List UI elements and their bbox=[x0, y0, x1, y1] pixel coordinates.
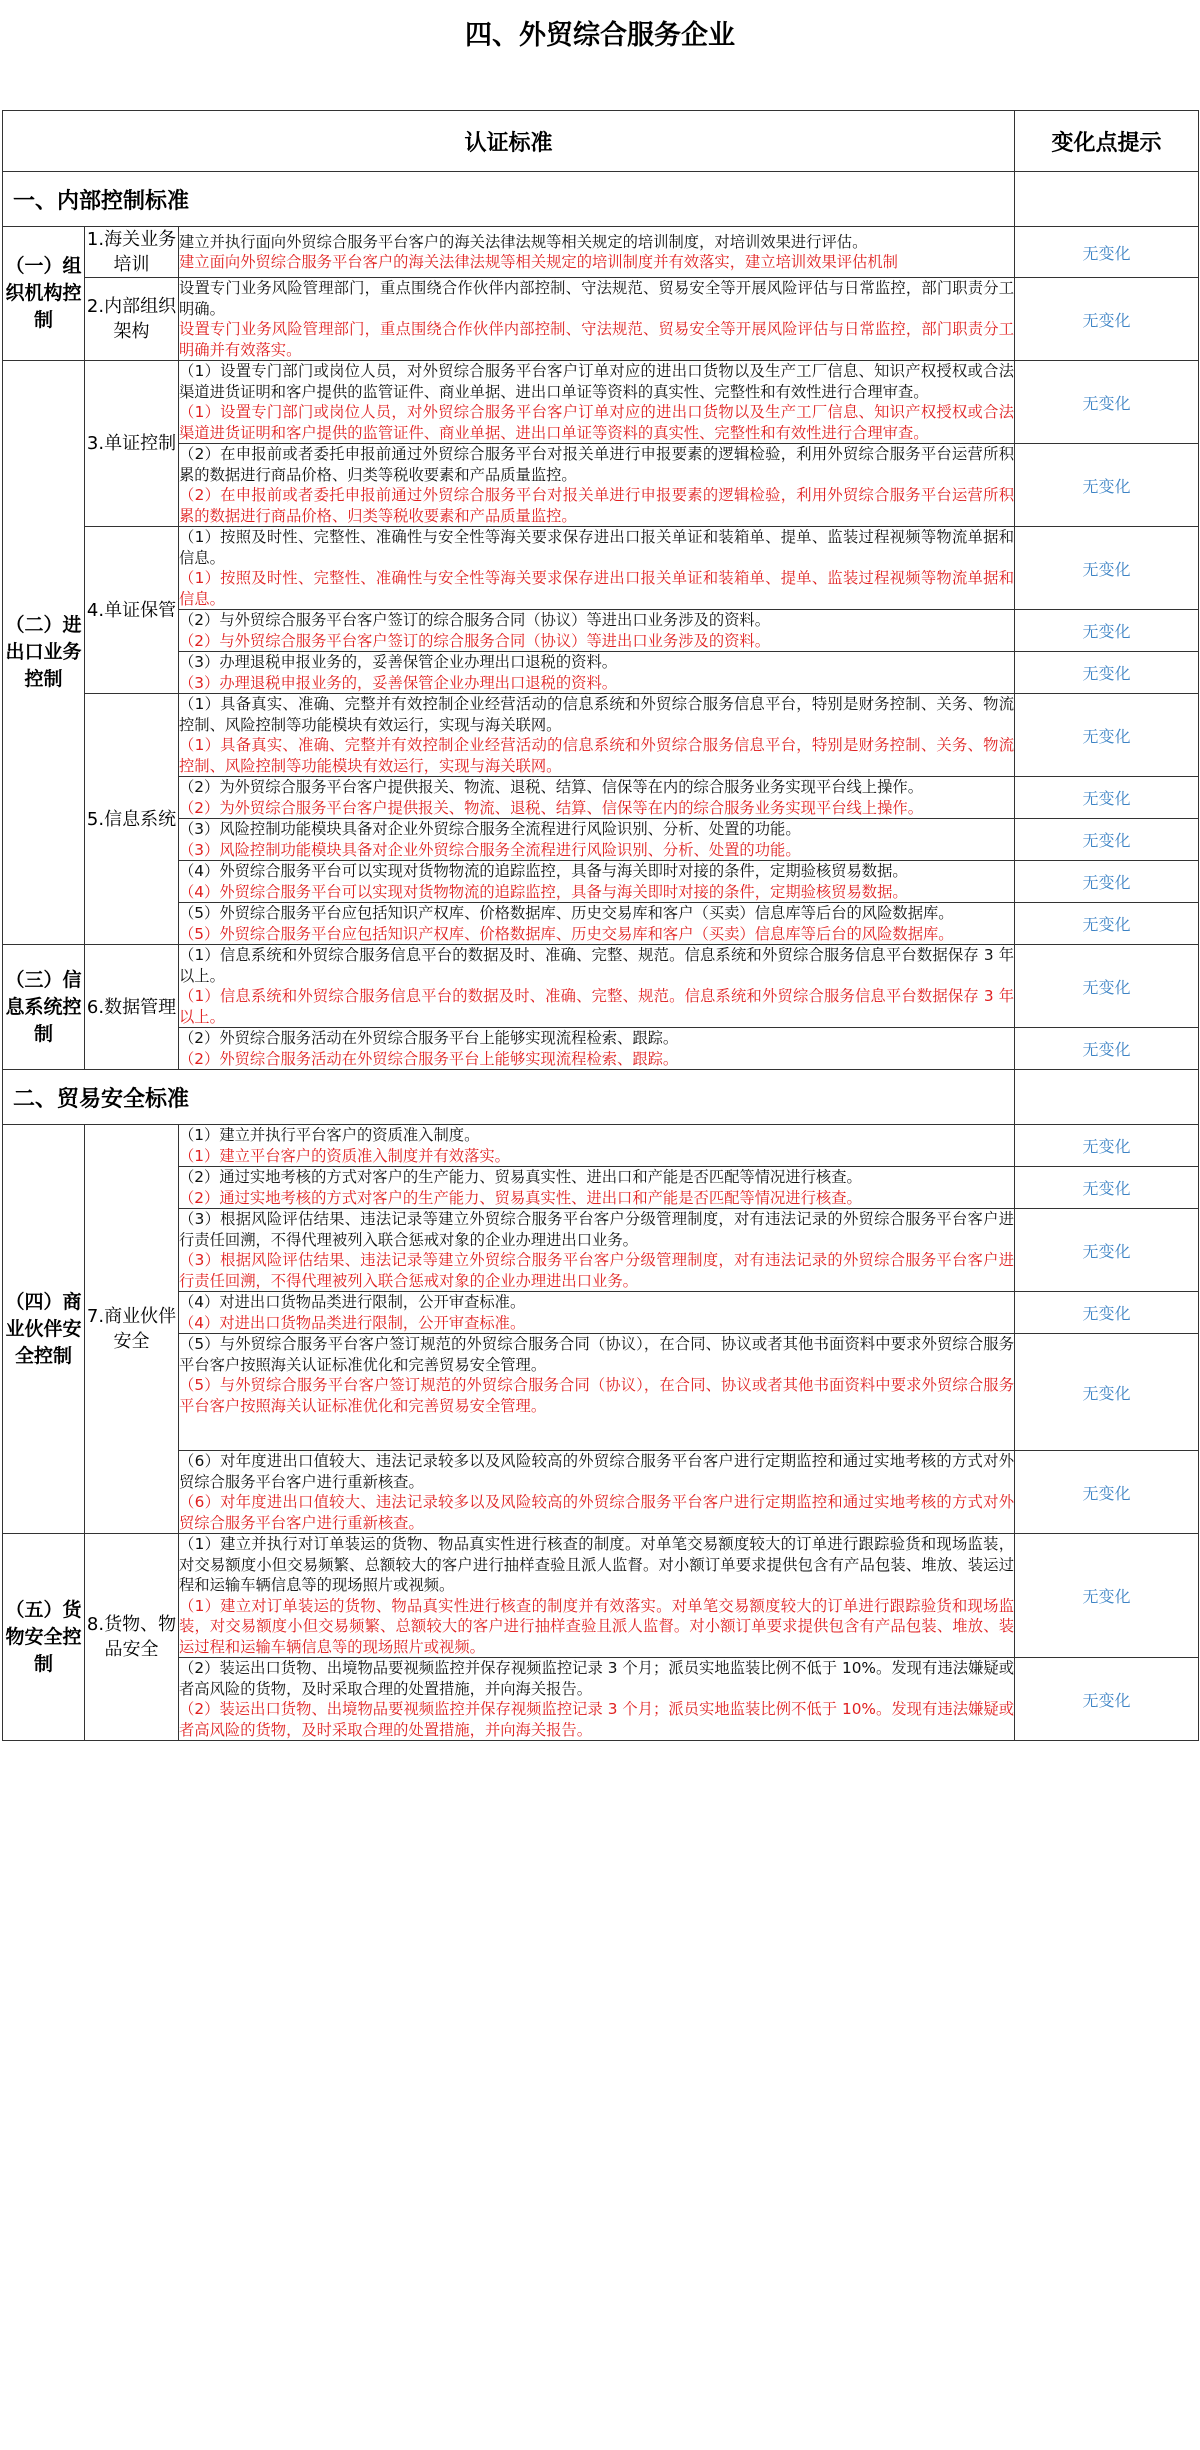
change-note-cell: 无变化 bbox=[1015, 945, 1199, 1028]
category-cell: （一）组织机构控制 bbox=[3, 227, 85, 361]
change-note-cell: 无变化 bbox=[1015, 444, 1199, 527]
standard-content-cell bbox=[179, 1209, 1015, 1292]
table-row bbox=[3, 903, 1199, 945]
revised-standard-text: （1）建立平台客户的资质准入制度并有效落实。 bbox=[179, 1146, 510, 1165]
revised-standard-text: （3）风险控制功能模块具备对企业外贸综合服务全流程进行风险识别、分析、处置的功能。 bbox=[179, 840, 801, 859]
item-cell: 2.内部组织架构 bbox=[85, 278, 179, 361]
original-standard-text: （1）设置专门部门或岗位人员，对外贸综合服务平台客户订单对应的进出口货物以及生产工厂信息、知识产权授权或合法渠道进货证明和客户提供的监管证件、商业单据、进出口单证等资料的真实性、完整性和有效性进行合理审查。 bbox=[179, 362, 1014, 401]
change-note-cell: 无变化 bbox=[1015, 1451, 1199, 1534]
original-standard-text: （5）外贸综合服务平台应包括知识产权库、价格数据库、历史交易库和客户（买卖）信息库等后台的风险数据库。 bbox=[179, 904, 954, 922]
original-standard-text: （1）按照及时性、完整性、准确性与安全性等海关要求保存进出口报关单证和装箱单、提单、监装过程视频等物流单据和信息。 bbox=[179, 528, 1014, 567]
revised-standard-text: （1）设置专门部门或岗位人员，对外贸综合服务平台客户订单对应的进出口货物以及生产工厂信息、知识产权授权或合法渠道进货证明和客户提供的监管证件、商业单据、进出口单证等资料的真实性、完整性和有效性进行合理审查。 bbox=[179, 403, 1014, 442]
category-cell: （二）进出口业务控制 bbox=[3, 361, 85, 945]
revised-standard-text: （2）为外贸综合服务平台客户提供报关、物流、退税、结算、信保等在内的综合服务业务实现平台线上操作。 bbox=[179, 798, 923, 817]
change-note-cell: 无变化 bbox=[1015, 1334, 1199, 1451]
item-cell: 1.海关业务培训 bbox=[85, 227, 179, 278]
revised-standard-text: （1）按照及时性、完整性、准确性与安全性等海关要求保存进出口报关单证和装箱单、提单、监装过程视频等物流单据和信息。 bbox=[179, 569, 1014, 608]
original-standard-text: （1）建立并执行平台客户的资质准入制度。 bbox=[179, 1126, 480, 1144]
standard-content-cell bbox=[179, 1534, 1015, 1658]
original-standard-text: （1）建立并执行对订单装运的货物、物品真实性进行核查的制度。对单笔交易额度较大的订单进行跟踪验货和现场监装，对交易额度小但交易频繁、总额较大的客户进行抽样查验且派人监督。对小额订单要求提供包含有产品包装、堆放、装运过程和运输车辆信息等的现场照片或视频。 bbox=[179, 1535, 1014, 1594]
table-row bbox=[3, 1534, 1199, 1658]
table-row bbox=[3, 361, 1199, 444]
table-row bbox=[3, 610, 1199, 652]
item-cell: 3.单证控制 bbox=[85, 361, 179, 527]
category-cell: （五）货物安全控制 bbox=[3, 1534, 85, 1741]
section-change-cell bbox=[1015, 1070, 1199, 1125]
table-row bbox=[3, 861, 1199, 903]
revised-standard-text: （6）对年度进出口值较大、违法记录较多以及风险较高的外贸综合服务平台客户进行定期监控和通过实地考核的方式对外贸综合服务平台客户进行重新核查。 bbox=[179, 1493, 1014, 1532]
category-cell: （四）商业伙伴安全控制 bbox=[3, 1125, 85, 1534]
table-row bbox=[3, 278, 1199, 361]
table-row bbox=[3, 527, 1199, 610]
revised-standard-text: （1）具备真实、准确、完整并有效控制企业经营活动的信息系统和外贸综合服务信息平台，特别是财务控制、关务、物流控制、风险控制等功能模块有效运行，实现与海关联网。 bbox=[179, 736, 1014, 775]
change-note-cell: 无变化 bbox=[1015, 903, 1199, 945]
standard-content-cell bbox=[179, 652, 1015, 694]
original-standard-text: （1）具备真实、准确、完整并有效控制企业经营活动的信息系统和外贸综合服务信息平台，特别是财务控制、关务、物流控制、风险控制等功能模块有效运行，实现与海关联网。 bbox=[179, 695, 1014, 734]
table-row bbox=[3, 694, 1199, 777]
table-row bbox=[3, 819, 1199, 861]
section-title: 一、内部控制标准 bbox=[3, 172, 1015, 227]
original-standard-text: （2）通过实地考核的方式对客户的生产能力、贸易真实性、进出口和产能是否匹配等情况进行核查。 bbox=[179, 1168, 862, 1186]
table-row bbox=[3, 1451, 1199, 1534]
page-title: 四、外贸综合服务企业 bbox=[465, 20, 735, 51]
table-header-row bbox=[3, 111, 1199, 172]
table-row bbox=[3, 777, 1199, 819]
change-note-cell: 无变化 bbox=[1015, 278, 1199, 361]
table-row bbox=[3, 1028, 1199, 1070]
standard-content-cell bbox=[179, 527, 1015, 610]
revised-standard-text: （1）建立对订单装运的货物、物品真实性进行核查的制度并有效落实。对单笔交易额度较大的订单进行跟踪验货和现场监装，对交易额度小但交易频繁、总额较大的客户进行抽样查验且派人监督。对小额订单要求提供包含有产品包装、堆放、装运过程和运输车辆信息等的现场照片或视频。 bbox=[179, 1596, 1014, 1656]
standard-content-cell bbox=[179, 694, 1015, 777]
original-standard-text: （2）在申报前或者委托申报前通过外贸综合服务平台对报关单进行申报要素的逻辑检验，利用外贸综合服务平台运营所积累的数据进行商品价格、归类等税收要素和产品质量监控。 bbox=[179, 445, 1014, 484]
standard-content-cell bbox=[179, 1658, 1015, 1741]
standard-content-cell bbox=[179, 861, 1015, 903]
standard-content-cell bbox=[179, 1125, 1015, 1167]
item-cell: 8.货物、物品安全 bbox=[85, 1534, 179, 1741]
revised-standard-text: 设置专门业务风险管理部门，重点围绕合作伙伴内部控制、守法规范、贸易安全等开展风险评估与日常监控，部门职责分工明确并有效落实。 bbox=[179, 320, 1014, 359]
item-cell: 6.数据管理 bbox=[85, 945, 179, 1070]
original-standard-text: （3）风险控制功能模块具备对企业外贸综合服务全流程进行风险识别、分析、处置的功能。 bbox=[179, 820, 801, 838]
original-standard-text: （2）为外贸综合服务平台客户提供报关、物流、退税、结算、信保等在内的综合服务业务实现平台线上操作。 bbox=[179, 778, 923, 796]
original-standard-text: （2）与外贸综合服务平台客户签订的综合服务合同（协议）等进出口业务涉及的资料。 bbox=[179, 611, 771, 629]
revised-standard-text: 建立面向外贸综合服务平台客户的海关法律法规等相关规定的培训制度并有效落实，建立培训效果评估机制 bbox=[179, 253, 898, 271]
revised-standard-text: （2）装运出口货物、出境物品要视频监控并保存视频监控记录 3 个月；派员实地监装比例不低于 10%。发现有违法嫌疑或者高风险的货物，及时采取合理的处置措施，并向海关报告。 bbox=[179, 1700, 1014, 1739]
revised-standard-text: （2）外贸综合服务活动在外贸综合服务平台上能够实现流程检索、跟踪。 bbox=[179, 1049, 679, 1068]
change-note-cell: 无变化 bbox=[1015, 227, 1199, 278]
original-standard-text: （4）对进出口货物品类进行限制，公开审查标准。 bbox=[179, 1293, 526, 1311]
section-change-cell bbox=[1015, 172, 1199, 227]
header-standard: 认证标准 bbox=[3, 111, 1015, 172]
original-standard-text: （3）办理退税申报业务的，妥善保管企业办理出口退税的资料。 bbox=[179, 653, 618, 671]
table-row bbox=[3, 1658, 1199, 1741]
change-note-cell: 无变化 bbox=[1015, 861, 1199, 903]
change-note-cell: 无变化 bbox=[1015, 1292, 1199, 1334]
change-note-cell: 无变化 bbox=[1015, 361, 1199, 444]
item-cell: 7.商业伙伴安全 bbox=[85, 1125, 179, 1534]
standard-content-cell bbox=[179, 903, 1015, 945]
revised-standard-text: （2）在申报前或者委托申报前通过外贸综合服务平台对报关单进行申报要素的逻辑检验，利用外贸综合服务平台运营所积累的数据进行商品价格、归类等税收要素和产品质量监控。 bbox=[179, 486, 1014, 525]
item-cell: 4.单证保管 bbox=[85, 527, 179, 694]
change-note-cell: 无变化 bbox=[1015, 694, 1199, 777]
table-row bbox=[3, 1209, 1199, 1292]
change-note-cell: 无变化 bbox=[1015, 1167, 1199, 1209]
change-note-cell: 无变化 bbox=[1015, 1209, 1199, 1292]
revised-standard-text: （2）通过实地考核的方式对客户的生产能力、贸易真实性、进出口和产能是否匹配等情况进行核查。 bbox=[179, 1188, 862, 1207]
standard-content-cell bbox=[179, 1028, 1015, 1070]
revised-standard-text: （5）与外贸综合服务平台客户签订规范的外贸综合服务合同（协议），在合同、协议或者其他书面资料中要求外贸综合服务平台客户按照海关认证标准优化和完善贸易安全管理。 bbox=[179, 1376, 1014, 1415]
change-note-cell: 无变化 bbox=[1015, 1028, 1199, 1070]
standard-content-cell bbox=[179, 945, 1015, 1028]
revised-standard-text: （3）根据风险评估结果、违法记录等建立外贸综合服务平台客户分级管理制度，对有违法记录的外贸综合服务平台客户进行责任回溯，不得代理被列入联合惩戒对象的企业办理进出口业务。 bbox=[179, 1251, 1014, 1290]
table-row bbox=[3, 444, 1199, 527]
table-row bbox=[3, 1292, 1199, 1334]
change-note-cell: 无变化 bbox=[1015, 819, 1199, 861]
original-standard-text: 建立并执行面向外贸综合服务平台客户的海关法律法规等相关规定的培训制度，对培训效果进行评估。 bbox=[179, 232, 868, 251]
table-row bbox=[3, 1334, 1199, 1451]
category-cell: （三）信息系统控制 bbox=[3, 945, 85, 1070]
original-standard-text: （2）外贸综合服务活动在外贸综合服务平台上能够实现流程检索、跟踪。 bbox=[179, 1029, 679, 1047]
section-row bbox=[3, 1070, 1199, 1125]
revised-standard-text: （3）办理退税申报业务的，妥善保管企业办理出口退税的资料。 bbox=[179, 673, 618, 692]
original-standard-text: （2）装运出口货物、出境物品要视频监控并保存视频监控记录 3 个月；派员实地监装比例不低于 10%。发现有违法嫌疑或者高风险的货物，及时采取合理的处置措施，并向海关报告。 bbox=[179, 1659, 1014, 1698]
item-cell: 5.信息系统 bbox=[85, 694, 179, 945]
standard-content-cell bbox=[179, 1451, 1015, 1534]
original-standard-text: （1）信息系统和外贸综合服务信息平台的数据及时、准确、完整、规范。信息系统和外贸综合服务信息平台数据保存 3 年以上。 bbox=[179, 946, 1014, 985]
section-row bbox=[3, 172, 1199, 227]
change-note-cell: 无变化 bbox=[1015, 527, 1199, 610]
header-change: 变化点提示 bbox=[1015, 111, 1199, 172]
standard-content-cell bbox=[179, 1334, 1015, 1451]
standard-content-cell bbox=[179, 1167, 1015, 1209]
original-standard-text: （6）对年度进出口值较大、违法记录较多以及风险较高的外贸综合服务平台客户进行定期监控和通过实地考核的方式对外贸综合服务平台客户进行重新核查。 bbox=[179, 1452, 1014, 1491]
change-note-cell: 无变化 bbox=[1015, 777, 1199, 819]
original-standard-text: 设置专门业务风险管理部门，重点围绕合作伙伴内部控制、守法规范、贸易安全等开展风险评估与日常监控，部门职责分工明确。 bbox=[179, 279, 1014, 318]
standard-content-cell bbox=[179, 361, 1015, 444]
standard-content-cell bbox=[179, 819, 1015, 861]
blank-space bbox=[179, 1416, 1014, 1450]
table-row bbox=[3, 945, 1199, 1028]
revised-standard-text: （1）信息系统和外贸综合服务信息平台的数据及时、准确、完整、规范。信息系统和外贸综合服务信息平台数据保存 3 年以上。 bbox=[179, 987, 1014, 1026]
standard-content-cell bbox=[179, 444, 1015, 527]
section-title: 二、贸易安全标准 bbox=[3, 1070, 1015, 1125]
table-row bbox=[3, 1167, 1199, 1209]
standard-content-cell bbox=[179, 610, 1015, 652]
standard-content-cell bbox=[179, 278, 1015, 361]
revised-standard-text: （4）外贸综合服务平台可以实现对货物物流的追踪监控，具备与海关即时对接的条件，定期验核贸易数据。 bbox=[179, 882, 908, 901]
revised-standard-text: （2）与外贸综合服务平台客户签订的综合服务合同（协议）等进出口业务涉及的资料。 bbox=[179, 631, 771, 650]
change-note-cell: 无变化 bbox=[1015, 652, 1199, 694]
standard-content-cell bbox=[179, 777, 1015, 819]
original-standard-text: （5）与外贸综合服务平台客户签订规范的外贸综合服务合同（协议），在合同、协议或者其他书面资料中要求外贸综合服务平台客户按照海关认证标准优化和完善贸易安全管理。 bbox=[179, 1335, 1014, 1374]
table-row bbox=[3, 652, 1199, 694]
change-note-cell: 无变化 bbox=[1015, 1534, 1199, 1658]
table-row bbox=[3, 1125, 1199, 1167]
original-standard-text: （4）外贸综合服务平台可以实现对货物物流的追踪监控，具备与海关即时对接的条件，定期验核贸易数据。 bbox=[179, 862, 908, 880]
table-row bbox=[3, 227, 1199, 278]
original-standard-text: （3）根据风险评估结果、违法记录等建立外贸综合服务平台客户分级管理制度，对有违法记录的外贸综合服务平台客户进行责任回溯，不得代理被列入联合惩戒对象的企业办理进出口业务。 bbox=[179, 1210, 1014, 1249]
standard-content-cell bbox=[179, 1292, 1015, 1334]
certification-standards-table bbox=[2, 110, 1199, 1741]
change-note-cell: 无变化 bbox=[1015, 1658, 1199, 1741]
revised-standard-text: （4）对进出口货物品类进行限制，公开审查标准。 bbox=[179, 1313, 526, 1332]
change-note-cell: 无变化 bbox=[1015, 610, 1199, 652]
standard-content-cell bbox=[179, 227, 1015, 278]
change-note-cell: 无变化 bbox=[1015, 1125, 1199, 1167]
revised-standard-text: （5）外贸综合服务平台应包括知识产权库、价格数据库、历史交易库和客户（买卖）信息库等后台的风险数据库。 bbox=[179, 924, 954, 943]
